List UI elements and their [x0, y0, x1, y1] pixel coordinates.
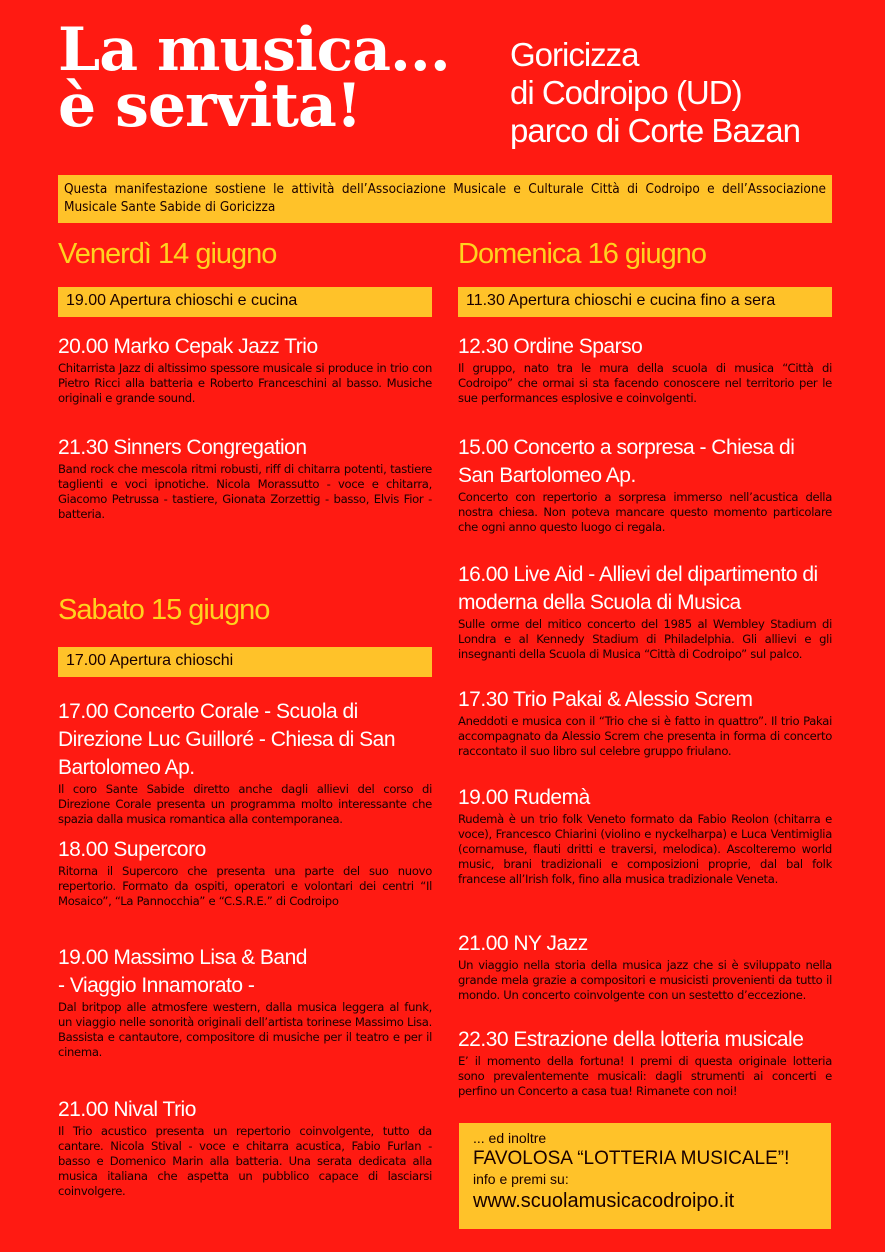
lottery-info-box [459, 1123, 831, 1229]
sunday-event-7 [458, 1026, 832, 1099]
event-description: Chitarrista Jazz di altissimo spessore musicale si produce in trio con Pietro Ricci alla batteria e Roberto Franceschini al basso. Musiche originali e grande sound. [58, 361, 432, 405]
event-description: Concerto con repertorio a sorpresa immerso nell’acustica della nostra chiesa. Non poteva mancare questo momento particolare che ogni anno questo luogo ci regala. [458, 490, 832, 534]
friday-opening: 19.00 Apertura chioschi e cucina [58, 287, 432, 317]
sponsor-note: Questa manifestazione sostiene le attività dell’Associazione Musicale e Culturale Città di Codroipo e dell’Associazione Musicale Sante Sabide di Goricizza [58, 175, 832, 223]
website-link[interactable]: www.scuolamusicacodroipo.it [473, 1190, 735, 1212]
event-title: 19.00 Massimo Lisa & Band [58, 946, 307, 969]
location-line-3: parco di Corte Bazan [510, 112, 801, 149]
friday-heading: Venerdì 14 giugno [58, 238, 277, 270]
saturday-opening: 17.00 Apertura chioschi [58, 647, 432, 677]
event-description: Il Trio acustico presenta un repertorio coinvolgente, tutto da cantare. Nicola Stival - voce e chitarra acustica, Fabio Furlan - basso e Domenico Marin alla batteria. Una serata dedicata alla musica italiana che aspetta un pubblico capace di lasciarsi coinvolgere. [58, 1124, 432, 1198]
event-title: 15.00 Concerto a sorpresa - Chiesa di San Bartolomeo Ap. [458, 436, 795, 487]
sunday-opening: 11.30 Apertura chioschi e cucina fino a sera [458, 287, 832, 317]
saturday-event-3 [58, 944, 432, 1060]
event-subtitle: - Viaggio Innamorato - [58, 974, 255, 997]
saturday-event-4 [58, 1096, 432, 1199]
event-title: 12.30 Ordine Sparso [458, 335, 643, 358]
event-title: 17.30 Trio Pakai & Alessio Screm [458, 688, 753, 711]
event-description: Ritorna il Supercoro che presenta una parte del suo nuovo repertorio. Formato da ospiti, operatori e volontari dei centri “Il Mosaico”, “La Pannocchia” e “C.S.R.E.” di Codroipo [58, 864, 432, 908]
sunday-event-4 [458, 686, 832, 759]
lottery-headline: FAVOLOSA “LOTTERIA MUSICALE”! [473, 1148, 790, 1169]
event-description: E’ il momento della fortuna! I premi di questa originale lotteria sono prevalentemente musicali: dagli strumenti ai concerti e perfino un Concerto a casa tua! Rimanete con noi! [458, 1054, 832, 1098]
event-description: Dal britpop alle atmosfere western, dalla musica leggera al funk, un viaggio nelle sonorità originali dell’artista torinese Massimo Lisa. Bassista e cantautore, compositore di musiche per il teatro e per il cinema. [58, 1000, 432, 1059]
location [510, 36, 870, 150]
location-line-1: Goricizza [510, 36, 639, 73]
extra-intro: ... ed inoltre [473, 1130, 547, 1146]
event-title: 21.00 NY Jazz [458, 932, 588, 955]
sunday-event-2 [458, 434, 832, 535]
main-title [58, 15, 498, 141]
event-title: 19.00 Rudemà [458, 786, 590, 809]
friday-event-1 [58, 333, 432, 406]
event-title: 17.00 Concerto Corale - Scuola di Direzione Luc Guilloré - Chiesa di San Bartolomeo Ap. [58, 700, 396, 779]
event-title: 21.00 Nival Trio [58, 1098, 196, 1121]
saturday-event-2 [58, 836, 432, 909]
event-description: Sulle orme del mitico concerto del 1985 al Wembley Stadium di Londra e al Kennedy Stadium di Philadelphia. Gli allievi e gli insegnanti della Scuola di Musica “Città di Codroipo” sul palco. [458, 617, 832, 661]
sunday-event-6 [458, 930, 832, 1003]
event-description: Aneddoti e musica con il “Trio che si è fatto in quattro”. Il trio Pakai accompagnato da Alessio Screm che presenta in forma di concerto raccontato il suo libro sul celebre gruppo friulano. [458, 714, 832, 758]
event-description: Il gruppo, nato tra le mura della scuola di musica “Città di Codroipo” che ormai si sta facendo conoscere nel territorio per le sue performances esplosive e coinvolgenti. [458, 361, 832, 405]
event-title: 16.00 Live Aid - Allievi del dipartimento di moderna della Scuola di Musica [458, 563, 818, 614]
event-description: Il coro Sante Sabide diretto anche dagli allievi del corso di Direzione Corale presenta un programma molto interessante che spazia dalla musica romantica alla contemporanea. [58, 782, 432, 826]
event-description: Band rock che mescola ritmi robusti, riff di chitarra potenti, tastiere taglienti e voci ipnotiche. Nicola Morassutto - voce e chitarra, Giacomo Petrussa - tastiere, Gionata Zorzettig - basso, Elvis Fior - batteria. [58, 462, 432, 521]
event-title: 22.30 Estrazione della lotteria musicale [458, 1028, 804, 1051]
event-description: Rudemà è un trio folk Veneto formato da Fabio Reolon (chitarra e voce), Francesco Chiarini (violino e nyckelharpa) e Luca Ventimiglia (cornamuse, flauti dritti e traversi, melodica). Ascolteremo world music, brani tradizionali e composizioni proprie, dal bal folk francese all’Irish folk, fino alla musica tradizionale Veneta. [458, 812, 832, 886]
event-title: 18.00 Supercoro [58, 838, 206, 861]
info-label: info e premi su: [473, 1171, 569, 1187]
event-title: 21.30 Sinners Congregation [58, 436, 307, 459]
friday-event-2 [58, 434, 432, 522]
event-description: Un viaggio nella storia della musica jazz che si è sviluppato nella grande mela grazie a compositori e musicisti provenienti da tutto il mondo. Un concerto coinvolgente con un sestetto d’eccezione. [458, 958, 832, 1002]
sunday-event-1 [458, 333, 832, 406]
saturday-heading: Sabato 15 giugno [58, 594, 270, 626]
location-line-2: di Codroipo (UD) [510, 74, 742, 111]
main-title-line-2: è servita! [58, 71, 362, 141]
sunday-heading: Domenica 16 giugno [458, 238, 707, 270]
sunday-event-3 [458, 561, 832, 662]
sunday-event-5 [458, 784, 832, 887]
saturday-event-1 [58, 698, 432, 827]
main-title-line-1: La musica... [58, 15, 450, 85]
event-title: 20.00 Marko Cepak Jazz Trio [58, 335, 318, 358]
